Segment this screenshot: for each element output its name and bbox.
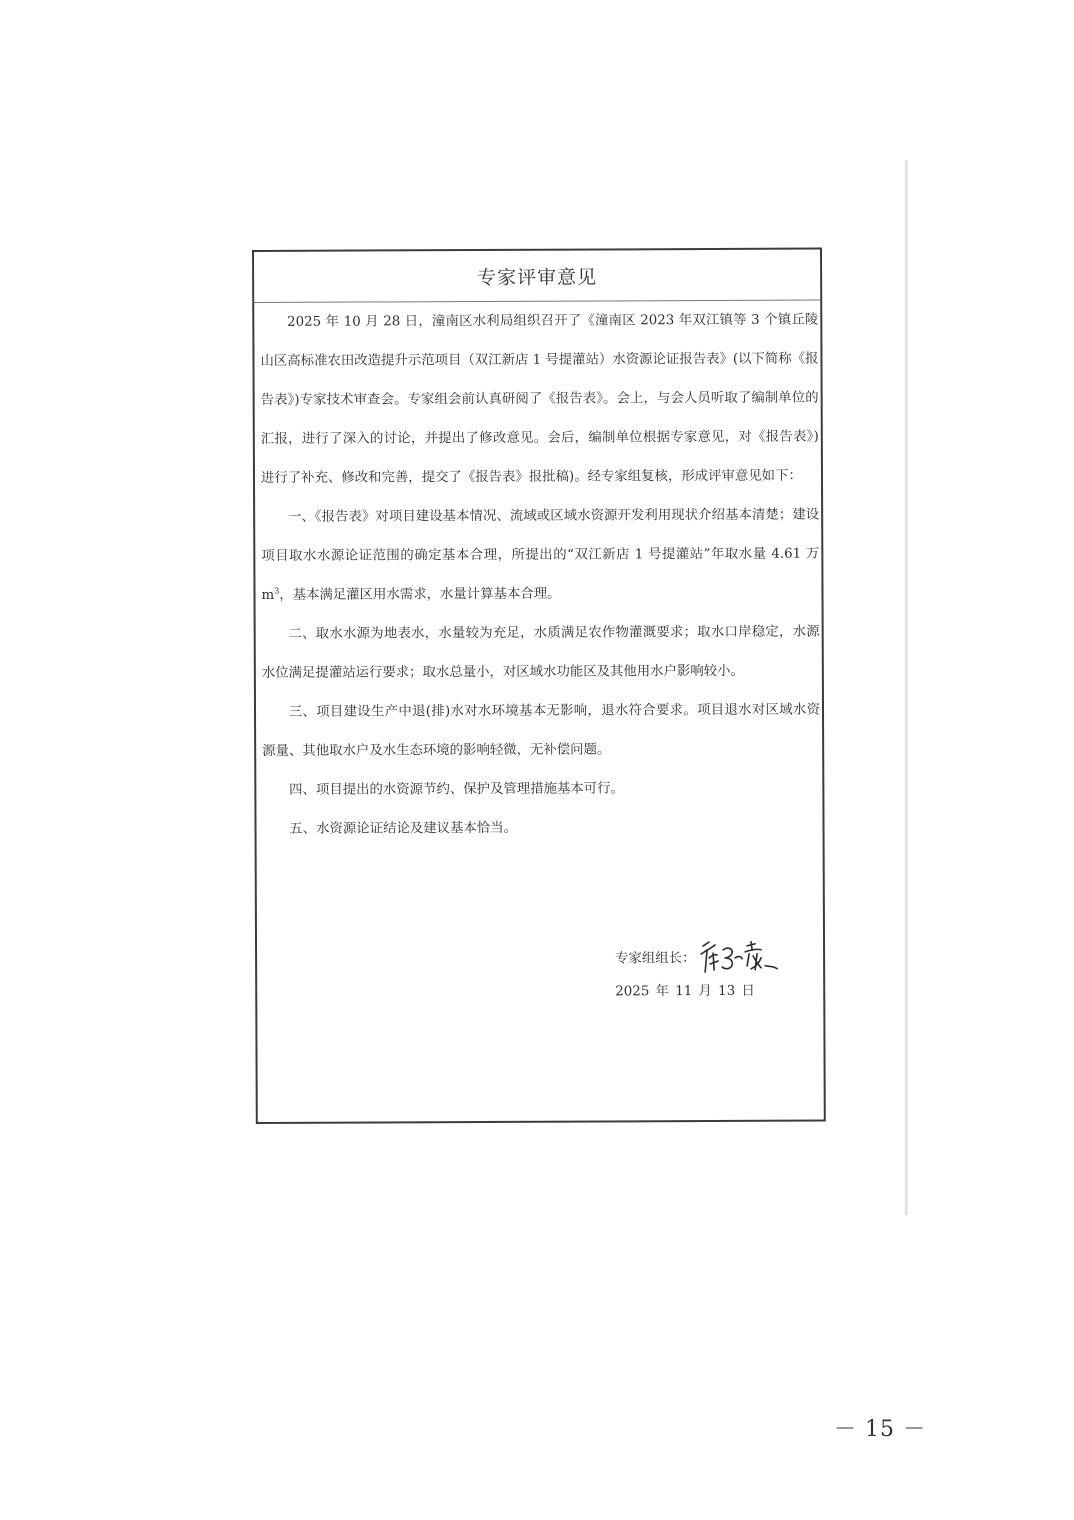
opinion-paragraph-2: 二、取水水源为地表水，水量较为充足，水质满足农作物灌溉要求；取水口岸稳定，水源水位满足提灌站运行要求；取水总量小，对区域水功能区及其他用水户影响较小。 bbox=[261, 624, 820, 681]
signature-line bbox=[615, 938, 815, 975]
expert-review-form bbox=[252, 248, 826, 1124]
opinion-paragraph-4: 四、项目提出的水资源节约、保护及管理措施基本可行。 bbox=[289, 781, 624, 798]
scan-edge-line bbox=[905, 160, 908, 1215]
opinion-paragraph-3: 三、项目建设生产中退(排)水对水环境基本无影响，退水符合要求。项目退水对区域水资源量、其他取水户及水生态环境的影响轻微，无补偿问题。 bbox=[262, 702, 821, 759]
page-number: － 15 － bbox=[834, 1417, 926, 1442]
opinion-1-tail: ，基本满足灌区用水需求，水量计算基本合理。 bbox=[279, 586, 561, 603]
signature-date: 2025 年 11 月 13 日 bbox=[615, 983, 755, 1000]
opinion-paragraph-1 bbox=[261, 496, 820, 615]
signature-label: 专家组组长： bbox=[615, 950, 696, 966]
opinion-1-text: 一、《报告表》对项目建设基本情况、流域或区域水资源开发利用现状介绍基本清楚；建设项目取水水源论证范围的确定基本合理，所提出的“双江新店 1 号提灌站”年取水量 4.61 万 m bbox=[261, 507, 820, 603]
form-title: 专家评审意见 bbox=[477, 265, 598, 289]
signature-block bbox=[615, 938, 815, 1000]
handwritten-signature bbox=[697, 936, 785, 976]
opinion-1-superscript: 3 bbox=[274, 586, 280, 596]
opinion-paragraph-5: 五、水资源论证结论及建议基本恰当。 bbox=[289, 820, 517, 837]
intro-paragraph: 2025 年 10 月 28 日，潼南区水利局组织召开了《潼南区 2023 年双江镇等 3 个镇丘陵山区高标准农田改造提升示范项目（双江新店 1 号提灌站）水资源论证报告表》(以下简称《报告表》)专家技术审查会。专家组会前认真研阅了《报告表》。会上，与会人员听取了编制单位的汇报，进行了深入的讨论，并提出了修改意见。会后，编制单位根据专家意见，对《报告表》)进行了补充、修改和完善，提交了《报告表》报批稿)。经专家组复核，形成评审意见如下： bbox=[260, 312, 819, 486]
form-header bbox=[254, 250, 820, 303]
form-body bbox=[254, 301, 822, 849]
